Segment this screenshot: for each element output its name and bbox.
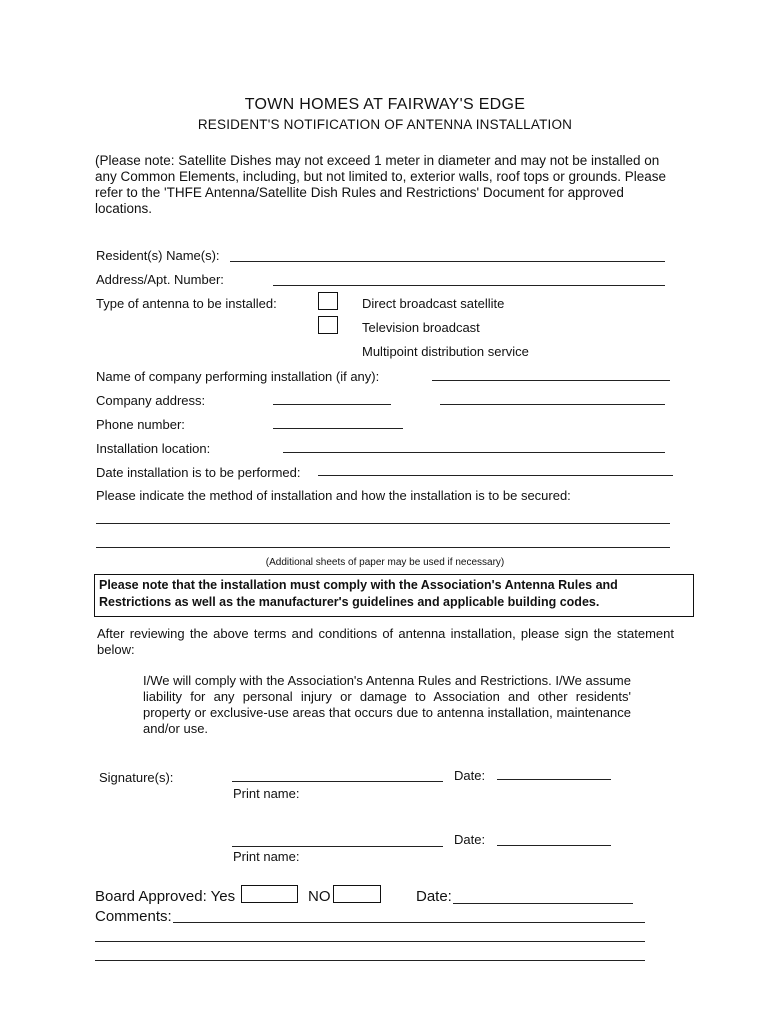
resident-names-label: Resident(s) Name(s):: [96, 248, 220, 263]
resident-names-line[interactable]: [230, 261, 665, 262]
dbs-checkbox[interactable]: [318, 292, 338, 310]
after-review-paragraph: After reviewing the above terms and conditions of antenna installation, please sign the statement below:: [97, 626, 674, 657]
signature-date-line-2[interactable]: [497, 845, 611, 846]
compliance-statement: I/We will comply with the Association's Antenna Rules and Restrictions. I/We assume liability for any personal injury or damage to Association and other residents' property or exclusive-use areas that occurs due to antenna installation, maintenance and/or use.: [143, 673, 631, 736]
print-name-label-1: Print name:: [233, 786, 300, 801]
company-address-line-2[interactable]: [440, 404, 665, 405]
board-date-line[interactable]: [453, 903, 633, 904]
company-address-line-1[interactable]: [273, 404, 391, 405]
tv-option-label: Television broadcast: [362, 320, 480, 335]
board-date-label: Date:: [416, 888, 452, 905]
method-line-2[interactable]: [96, 547, 670, 548]
signature-date-line-1[interactable]: [497, 779, 611, 780]
board-approved-label: Board Approved: Yes: [95, 888, 236, 905]
address-label: Address/Apt. Number:: [96, 272, 224, 287]
board-yes-box[interactable]: [241, 885, 298, 903]
address-line[interactable]: [273, 285, 665, 286]
company-name-label: Name of company performing installation (if any):: [96, 369, 380, 384]
signature-date-label-1: Date:: [454, 768, 486, 783]
method-label: Please indicate the method of installation and how the installation is to be secured:: [96, 488, 571, 503]
comments-label: Comments:: [95, 908, 172, 925]
phone-label: Phone number:: [96, 417, 185, 432]
board-no-label: NO: [308, 888, 331, 905]
company-address-label: Company address:: [96, 393, 206, 408]
phone-line[interactable]: [273, 428, 403, 429]
company-name-line[interactable]: [432, 380, 670, 381]
location-label: Installation location:: [96, 441, 211, 456]
dbs-option-label: Direct broadcast satellite: [362, 296, 505, 311]
signature-date-label-2: Date:: [454, 832, 486, 847]
print-name-label-2: Print name:: [233, 849, 300, 864]
date-install-line[interactable]: [318, 475, 673, 476]
comments-line-2[interactable]: [95, 941, 645, 942]
tv-checkbox[interactable]: [318, 316, 338, 334]
compliance-box: Please note that the installation must comply with the Association's Antenna Rules and Restrictions as well as the manufacturer's guidelines and applicable building codes.: [94, 574, 694, 617]
location-line[interactable]: [283, 452, 665, 453]
form-title: TOWN HOMES AT FAIRWAY'S EDGE: [244, 96, 526, 113]
method-line-1[interactable]: [96, 523, 670, 524]
signature-line-1[interactable]: [232, 781, 443, 782]
intro-note: (Please note: Satellite Dishes may not exceed 1 meter in diameter and may not be installed on any Common Elements, including, but not limited to, exterior walls, roof tops or grounds. Please refer to the 'THFE Antenna/Satellite Dish Rules and Restrictions' Document for approved locations.: [95, 153, 667, 216]
date-install-label: Date installation is to be performed:: [96, 465, 301, 480]
form-subtitle: RESIDENT'S NOTIFICATION OF ANTENNA INSTALLATION: [197, 117, 573, 132]
comments-line-3[interactable]: [95, 960, 645, 961]
board-no-box[interactable]: [333, 885, 381, 903]
signature-label: Signature(s):: [99, 770, 174, 785]
mds-option-label: Multipoint distribution service: [362, 344, 529, 359]
signature-line-2[interactable]: [232, 846, 443, 847]
antenna-type-label: Type of antenna to be installed:: [96, 296, 277, 311]
comments-line-1[interactable]: [173, 922, 645, 923]
additional-sheets-note: (Additional sheets of paper may be used if necessary): [265, 557, 505, 568]
